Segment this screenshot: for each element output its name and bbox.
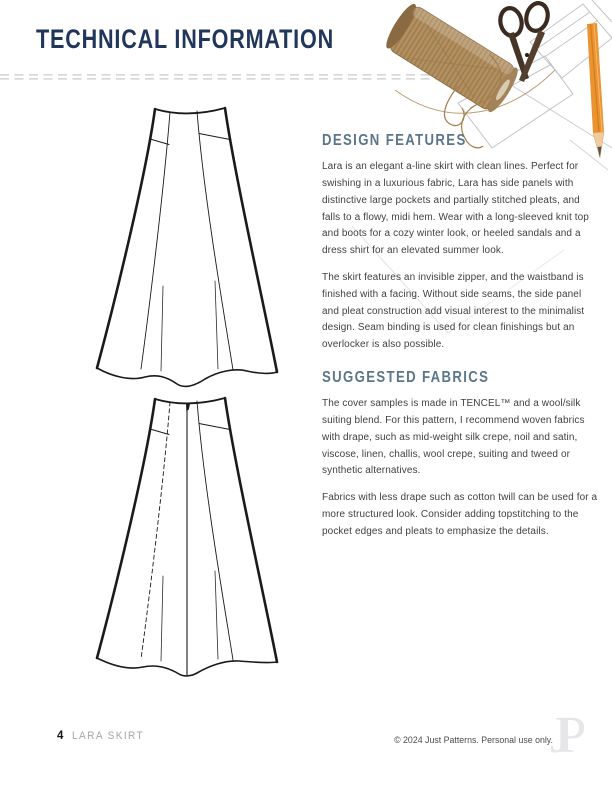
pattern-name: LARA SKIRT: [72, 730, 145, 742]
design-features-paragraph: Lara is an elegant a-line skirt with clean lines. Perfect for swishing in a luxurious fabric, Lara has side panels with distinctive large pockets and partially stitched pleats, and falls to a flowy, midi hem. Wear with a long-sleeved knit top and boots for a cozy winter look, or heeled sandals and a dress shirt for an elevated summer look.: [322, 161, 589, 257]
footer-left: [57, 730, 151, 742]
skirt-front-technical-drawing: [85, 100, 285, 392]
section-suggested-fabrics: [322, 370, 600, 541]
design-features-paragraph: The skirt features an invisible zipper, and the waistband is finished with a facing. Without side seams, the side panel and pleat construction add visual interest to the minimalist design. Seam binding is used for clean finishings but an overlocker is also possible.: [322, 272, 585, 351]
just-patterns-logo: JP: [550, 707, 574, 764]
text-column: [322, 133, 600, 551]
section-design-features: [322, 133, 600, 354]
design-features-heading: DESIGN FEATURES: [322, 132, 467, 149]
dashed-divider: [0, 74, 502, 80]
page-title: TECHNICAL INFORMATION: [36, 24, 334, 54]
skirt-back-technical-drawing: [85, 390, 285, 682]
scissors: [498, 1, 551, 82]
page-number: 4: [57, 730, 64, 742]
suggested-fabrics-paragraph: The cover samples is made in TENCEL™ and a wool/silk suiting blend. For this pattern, I recommend woven fabrics with drape, such as mid-weight silk crepe, noil and satin, viscose, linen, challis, wool crepe, suiting and tweed or synthetic alternatives.: [322, 398, 585, 477]
copyright-notice: © 2024 Just Patterns. Personal use only.: [394, 735, 553, 745]
zipper-pull: [186, 403, 190, 411]
suggested-fabrics-heading: SUGGESTED FABRICS: [322, 369, 490, 387]
suggested-fabrics-paragraph: Fabrics with less drape such as cotton twill can be used for a more structured look. Consider adding topstitching to the pocket edges and pleats to emphasize the details.: [322, 492, 598, 537]
twine-spool: [382, 1, 522, 116]
